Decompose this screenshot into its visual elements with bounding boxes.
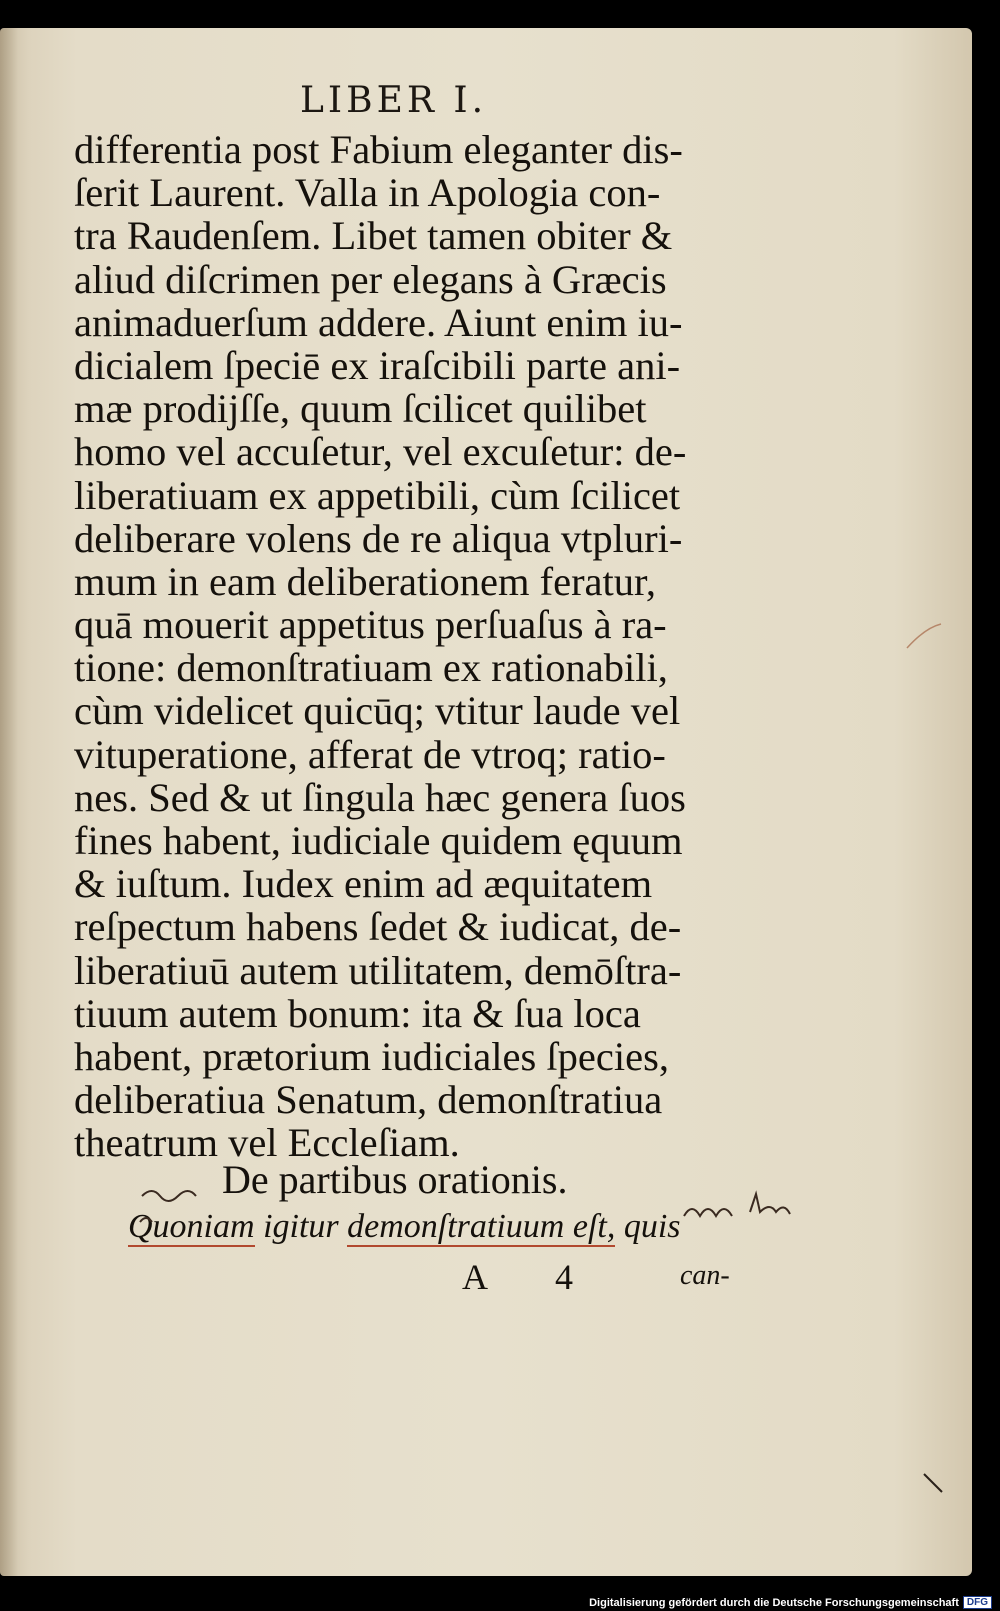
text-line: & iuſtum. Iudex enim ad æquitatem [74, 861, 653, 907]
footer-text: Digitalisierung gefördert durch die Deutsche Forschungsgemeinschaft [589, 1596, 959, 1609]
catchword: can- [680, 1260, 730, 1291]
marginal-scribble [138, 1178, 228, 1228]
text-line: liberatiuū autem utilitatem, demōſtra- [74, 947, 682, 993]
text-line: nes. Sed & ut ſingula hæc genera ſuos [74, 774, 686, 820]
text-line: theatrum vel Eccleſiam. [74, 1120, 460, 1166]
text-line: habent, prætorium iudiciales ſpecies, [74, 1033, 669, 1079]
text-line: fines habent, iudiciale quidem ęquum [74, 818, 683, 863]
running-head: LIBER I. [300, 80, 488, 121]
text-line: tione: demonſtratiuam ex rationabili, [74, 645, 668, 691]
text-line: homo vel accuſetur, vel excuſetur: de- [74, 429, 687, 475]
text-line: liberatiuam ex appetibili, cùm ſcilicet [74, 472, 681, 518]
text-line: animaduerſum addere. Aiunt enim iu- [74, 299, 683, 345]
text-line: quā mouerit appetitus perſuaſus à ra- [74, 602, 667, 648]
book-page [0, 28, 972, 1576]
text-line: tiuum autem bonum: ita & ſua loca [74, 990, 641, 1036]
text-line: dicialem ſpeciē ex iraſcibili parte ani- [74, 342, 681, 388]
text-line: ſerit Laurent. Valla in Apologia con- [74, 170, 661, 216]
underlined-word: Quoniam [128, 1208, 255, 1245]
signature-mark: A 4 [462, 1257, 604, 1297]
dfg-logo: DFG [963, 1596, 992, 1609]
body-text [74, 128, 734, 1165]
text-line: vituperatione, afferat de vtroq; ratio- [74, 731, 666, 777]
marginal-scribble [680, 1186, 810, 1226]
text-line: aliud diſcrimen per elegans à Græcis [74, 256, 667, 302]
text-line: differentia post Fabium eleganter dis- [74, 127, 683, 172]
text-line: reſpectum habens ſedet & iudicat, de- [74, 904, 682, 950]
italic-text: quis [615, 1208, 681, 1245]
text-line: mæ prodijſſe, quum ſcilicet quilibet [74, 386, 647, 432]
corner-mark [920, 1468, 950, 1498]
text-line: mum in eam deliberationem feratur, [74, 558, 657, 604]
underlined-phrase: demonſtratiuum eſt, [347, 1208, 616, 1245]
margin-mark [905, 618, 945, 658]
italic-text: igitur [254, 1208, 348, 1245]
section-heading: De partibus orationis. [222, 1157, 568, 1202]
text-line: cùm videlicet quicūq; vtitur laude vel [74, 688, 681, 734]
text-line: deliberatiua Senatum, demonſtratiua [74, 1077, 663, 1123]
text-line: tra Raudenſem. Libet tamen obiter & [74, 213, 673, 259]
footer-credit [589, 1596, 992, 1609]
text-line: deliberare volens de re aliqua vtpluri- [74, 515, 683, 561]
